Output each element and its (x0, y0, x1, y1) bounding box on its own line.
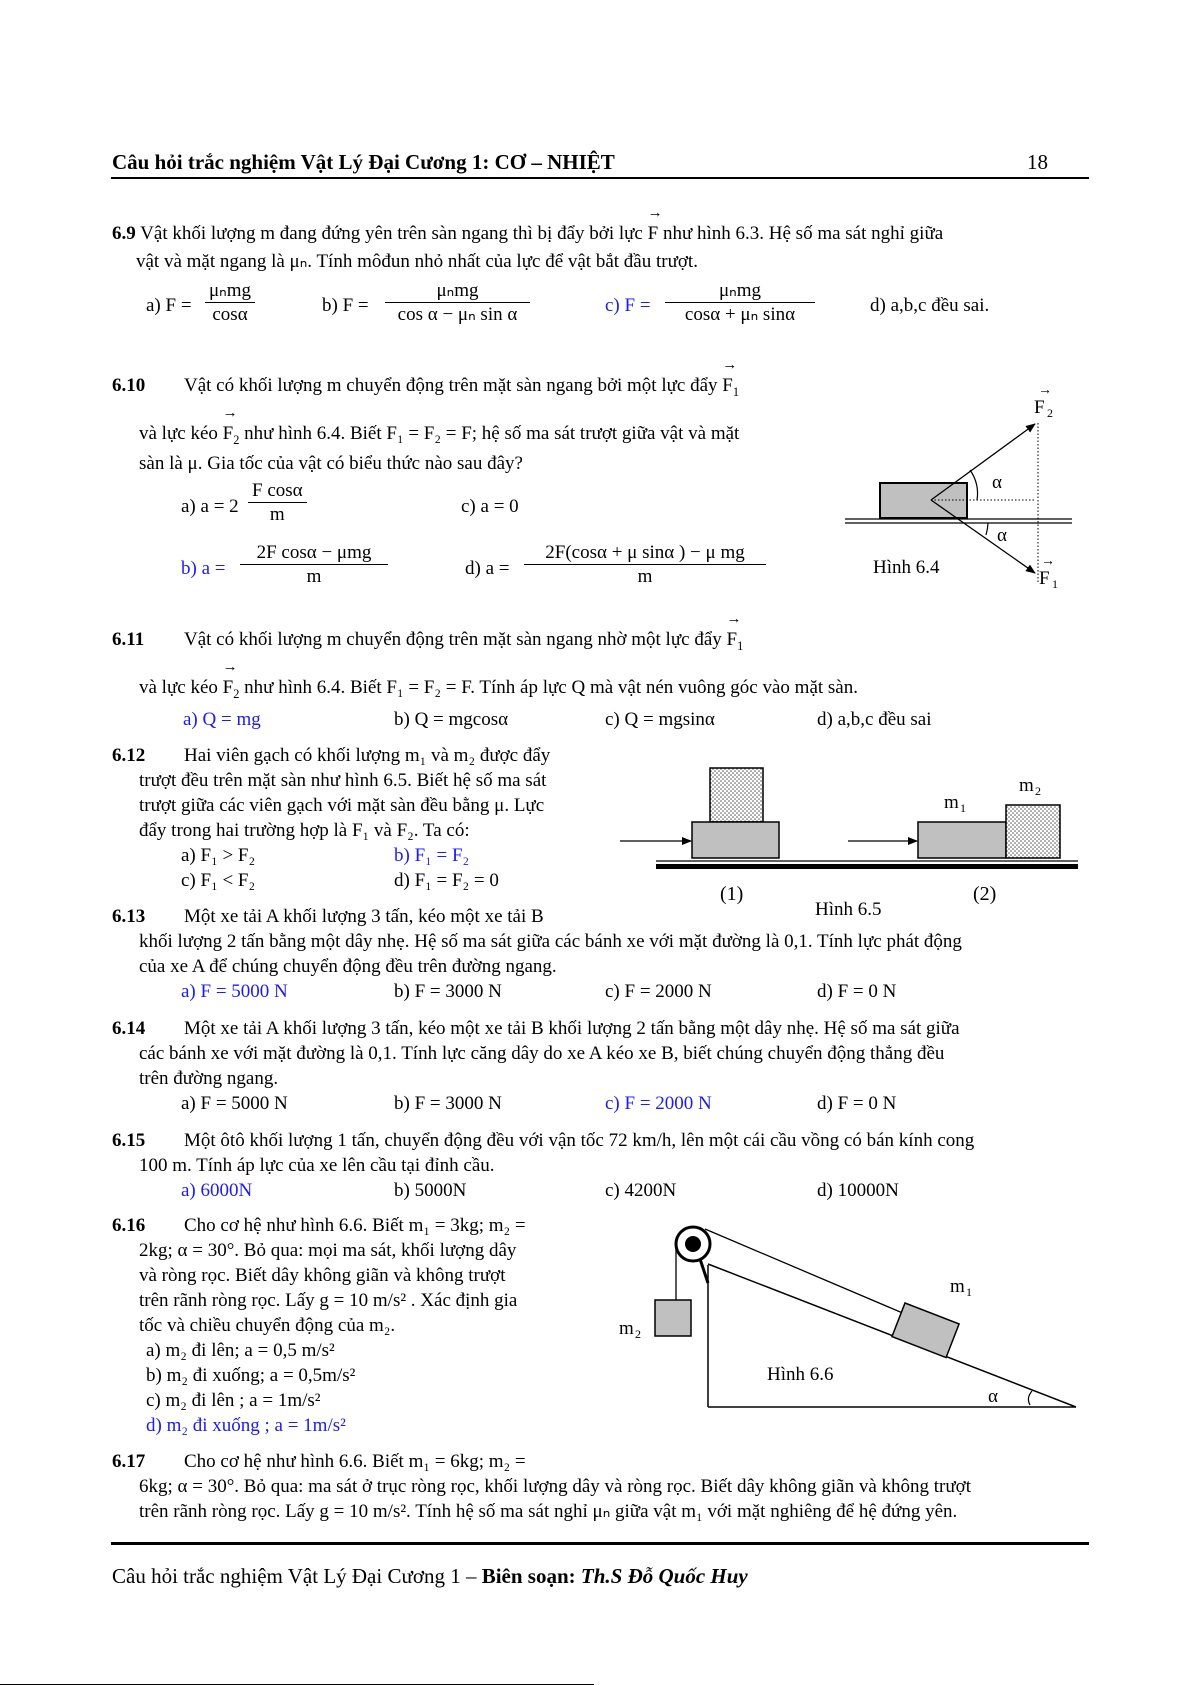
numerator: μₙmg (436, 280, 479, 301)
option-b[interactable]: b) F = 3000 N (394, 981, 502, 1002)
vector-arrow-icon: → (1038, 383, 1052, 398)
option-c[interactable]: c) a = 0 (461, 496, 519, 517)
question-number: 6.17 (112, 1451, 146, 1472)
question-number: 6.12 (112, 745, 146, 766)
option-b-label[interactable]: b) a = (181, 558, 226, 579)
numerator: μₙmg (209, 280, 252, 301)
header-title: Câu hỏi trắc nghiệm Vật Lý Đại Cương 1: CƠ – NHIỆT (112, 150, 615, 174)
option-a-label[interactable]: a) a = 2 (181, 496, 239, 517)
question-text: và ròng rọc. Biết dây không giãn và không trượt (139, 1265, 506, 1286)
option-a[interactable]: a) F₁ > F₂ (181, 845, 256, 866)
option-d[interactable]: d) a,b,c đều sai (817, 709, 932, 730)
f2-label: F (1034, 397, 1045, 418)
option-c[interactable]: c) m₂ đi lên ; a = 1m/s² (146, 1390, 321, 1411)
question-text: trượt giữa các viên gạch với mặt sàn đều bằng μ. Lực (139, 795, 545, 816)
option-c-label[interactable]: c) F = (605, 295, 651, 316)
f1-subscript: 1 (1052, 577, 1058, 591)
figure-caption: Hình 6.5 (815, 899, 882, 920)
question-number: 6.15 (112, 1130, 146, 1151)
question-text: 2kg; α = 30°. Bỏ qua: mọi ma sát, khối lượng dây (139, 1240, 517, 1261)
option-c[interactable]: c) Q = mgsinα (605, 709, 715, 730)
denominator: cosα + μₙ sinα (684, 303, 796, 325)
pulley-axle (685, 1236, 701, 1252)
option-a[interactable]: a) F = 5000 N (181, 1093, 288, 1114)
option-b[interactable]: b) F = 3000 N (394, 1093, 502, 1114)
option-c[interactable]: c) F₁ < F₂ (181, 870, 256, 891)
footer-prefix: Câu hỏi trắc nghiệm Vật Lý Đại Cương 1 – (112, 1564, 482, 1588)
option-a[interactable]: a) m₂ đi lên; a = 0,5 m/s² (146, 1340, 335, 1361)
option-d[interactable]: d) m₂ đi xuống ; a = 1m/s² (146, 1415, 346, 1436)
angle-arc (1028, 1391, 1032, 1405)
question-number: 6.11 (112, 629, 145, 650)
figure-caption: Hình 6.4 (873, 557, 940, 578)
option-d[interactable]: d) F = 0 N (817, 981, 897, 1002)
question-text: tốc và chiều chuyển động của m₂. (139, 1315, 396, 1336)
m1-label: m (950, 1276, 965, 1297)
m1-subscript: 1 (966, 1285, 972, 1299)
alpha-label: α (988, 1386, 998, 1407)
option-d-label[interactable]: d) a = (465, 558, 510, 579)
question-text: như hình 6.3. Hệ số ma sát nghỉ giữa (662, 223, 944, 244)
case1-label: (1) (720, 883, 744, 905)
option-b[interactable]: b) 5000N (394, 1180, 467, 1201)
question-text: 6kg; α = 30°. Bỏ qua: ma sát ở trục ròng rọc, khối lượng dây và ròng rọc. Biết dây không giãn và không trượt (139, 1476, 972, 1497)
question-number: 6.13 (112, 906, 146, 927)
option-d[interactable]: d) 10000N (817, 1180, 899, 1201)
option-c[interactable]: c) F = 2000 N (605, 1093, 712, 1114)
option-b[interactable]: b) m₂ đi xuống; a = 0,5m/s² (146, 1365, 356, 1386)
figure-caption: Hình 6.6 (767, 1364, 834, 1385)
option-b-label[interactable]: b) F = (322, 295, 369, 316)
vector-f1: → $F_1$ (727, 630, 744, 649)
footer-rule (111, 1542, 1089, 1545)
case2-label: (2) (973, 883, 997, 905)
question-text: vật và mặt ngang là μₙ. Tính môđun nhỏ nhất của lực để vật bắt đầu trượt. (136, 251, 698, 272)
denominator: m (269, 503, 285, 525)
vector-f2: → $F_2$ (223, 678, 240, 697)
vector-f1: → $F_1$ (722, 376, 739, 395)
question-text: trượt đều trên mặt sàn như hình 6.5. Biết hệ số ma sát (139, 770, 547, 791)
question-number: 6.16 (112, 1215, 146, 1236)
option-d[interactable]: d) F₁ = F₂ = 0 (394, 870, 499, 891)
vector-label: F (222, 423, 234, 444)
question-text: như hình 6.4. Biết F₁ = F₂ = F; hệ số ma sát trượt giữa vật và mặt (244, 423, 740, 444)
question-text: và lực kéo (139, 677, 218, 698)
option-b[interactable]: b) Q = mgcosα (394, 709, 509, 730)
question-text: Vật có khối lượng m chuyển động trên mặt sàn ngang bởi một lực đẩy (184, 375, 718, 396)
footer-label: Biên soạn: (481, 1564, 581, 1588)
page-number: 18 (1027, 150, 1048, 174)
vector-arrow-icon: → (1041, 554, 1055, 569)
question-text: đẩy trong hai trường hợp là F₁ và F₂. Ta có: (139, 820, 470, 841)
m2-subscript: 2 (1035, 784, 1041, 798)
question-text: Cho cơ hệ như hình 6.6. Biết m₁ = 3kg; m₂ = (184, 1215, 526, 1236)
denominator: m (637, 565, 653, 587)
question-text: như hình 6.4. Biết F₁ = F₂ = F. Tính áp lực Q mà vật nén vuông góc vào mặt sàn. (244, 677, 858, 698)
option-a[interactable]: a) Q = mg (183, 709, 261, 730)
mass-m1 (892, 1303, 959, 1358)
option-d[interactable]: d) F = 0 N (817, 1093, 897, 1114)
f1-label: F (1039, 568, 1050, 589)
option-a[interactable]: a) 6000N (181, 1180, 253, 1201)
footer-author: Th.S Đỗ Quốc Huy (580, 1564, 748, 1588)
question-number: 6.9 (112, 223, 136, 244)
vector-label: F (726, 629, 738, 650)
question-text: 100 m. Tính áp lực của xe lên cầu tại đỉnh cầu. (139, 1155, 495, 1176)
question-text: và lực kéo (139, 423, 218, 444)
question-text: Hai viên gạch có khối lượng m₁ và m₂ được đẩy (184, 745, 551, 766)
question-number: 6.10 (112, 375, 146, 396)
m2-label: m (1019, 775, 1034, 796)
numerator: 2F cosα − μmg (256, 542, 372, 563)
m1-subscript: 1 (960, 801, 966, 815)
question-text: trên rãnh ròng rọc. Lấy g = 10 m/s². Tính hệ số ma sát nghỉ μₙ giữa vật m₁ với mặt nghiêng để hệ đứng yên. (139, 1501, 958, 1522)
numerator: μₙmg (718, 280, 762, 301)
vector-f: → F (648, 224, 659, 243)
question-text: Một xe tải A khối lượng 3 tấn, kéo một xe tải B (184, 906, 544, 927)
option-a[interactable]: a) F = 5000 N (181, 981, 288, 1002)
f2-subscript: 2 (1047, 406, 1053, 420)
vector-label: F (722, 375, 733, 396)
option-b[interactable]: b) F₁ = F₂ (394, 845, 470, 866)
question-text: Vật khối lượng m đang đứng yên trên sàn ngang thì bị đẩy bởi lực (140, 223, 643, 244)
alpha-label: α (992, 472, 1002, 493)
question-text: Một xe tải A khối lượng 3 tấn, kéo một xe tải B khối lượng 2 tấn bằng một dây nhẹ. Hệ số ma sát giữa (184, 1018, 960, 1039)
numerator: F cosα (252, 480, 303, 501)
denominator: cos α − μₙ sin α (397, 303, 518, 325)
question-text: các bánh xe với mặt đường là 0,1. Tính lực căng dây do xe A kéo xe B, biết chúng chuyển động thẳng đều (139, 1043, 945, 1064)
option-c[interactable]: c) 4200N (605, 1180, 677, 1201)
question-text: của xe A để chúng chuyển động đều trên đường ngang. (139, 956, 557, 977)
denominator: m (306, 565, 322, 587)
option-c[interactable]: c) F = 2000 N (605, 981, 712, 1002)
footer-text (112, 1566, 748, 1587)
question-text: sàn là μ. Gia tốc của vật có biểu thức nào sau đây? (139, 453, 523, 474)
option-a-label[interactable]: a) F = (146, 295, 192, 316)
vector-label: F (222, 677, 234, 698)
m1-label: m (944, 792, 959, 813)
question-text: Vật có khối lượng m chuyển động trên mặt sàn ngang nhờ một lực đẩy (184, 629, 722, 650)
m2-label: m (619, 1318, 634, 1339)
question-text: khối lượng 2 tấn bằng một dây nhẹ. Hệ số ma sát giữa các bánh xe với mặt đường là 0,1. Tính lực phát động (139, 931, 962, 952)
vector-f2: → $F_2$ (223, 424, 240, 443)
option-d[interactable]: d) a,b,c đều sai. (870, 295, 990, 316)
alpha-label: α (997, 525, 1007, 546)
m2-subscript: 2 (635, 1327, 641, 1341)
question-number: 6.14 (112, 1018, 146, 1039)
question-text: trên đường ngang. (139, 1068, 279, 1089)
mass-m2 (655, 1300, 691, 1336)
denominator: cosα (212, 303, 248, 325)
question-text: trên rãnh ròng rọc. Lấy g = 10 m/s² . Xác định gia (139, 1290, 518, 1311)
question-text: Cho cơ hệ như hình 6.6. Biết m₁ = 6kg; m₂ = (184, 1451, 526, 1472)
question-text: Một ôtô khối lượng 1 tấn, chuyển động đều với vận tốc 72 km/h, lên một cái cầu vồng có bán kính cong (184, 1130, 975, 1151)
numerator: 2F(cosα + μ sinα ) − μ mg (545, 542, 745, 563)
